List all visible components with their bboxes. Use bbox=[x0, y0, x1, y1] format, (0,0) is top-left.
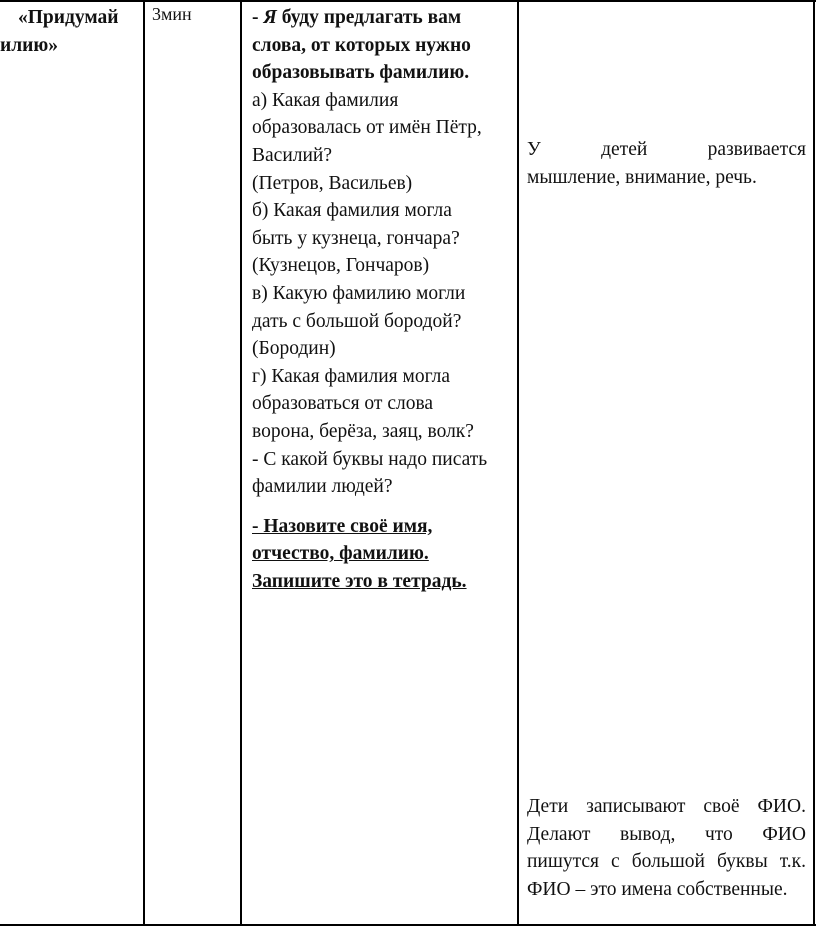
question-line: (Кузнецов, Гончаров) bbox=[252, 255, 430, 277]
intro-dash: - bbox=[252, 7, 264, 28]
result-word: вывод, bbox=[620, 823, 676, 845]
result-word: развивается bbox=[707, 139, 806, 160]
stage-title-line-1: «Придумай bbox=[18, 7, 119, 28]
result2-line-1 bbox=[527, 793, 806, 821]
result-word: своё bbox=[703, 796, 740, 817]
result-word: ФИО. bbox=[757, 796, 806, 817]
task-line: - Назовите своё имя, bbox=[252, 515, 433, 537]
table-border-top bbox=[0, 0, 816, 2]
table-border-bottom bbox=[0, 924, 816, 926]
question-line: б) Какая фамилия могла bbox=[252, 200, 452, 222]
column-divider-3 bbox=[517, 0, 519, 926]
stage-title-cell bbox=[0, 4, 140, 59]
question-line: дать с большой бородой? bbox=[252, 310, 462, 332]
intro-line-3: образовывать фамилию. bbox=[252, 62, 470, 84]
column-divider-1 bbox=[143, 0, 145, 926]
result-word: детей bbox=[601, 139, 648, 160]
intro-rest: буду предлагать вам bbox=[276, 7, 462, 28]
result2-line-4: ФИО – это имена собственные. bbox=[527, 878, 788, 900]
question-line: Василий? bbox=[252, 144, 333, 166]
question-line: в) Какую фамилию могли bbox=[252, 282, 466, 304]
result-word: Делают bbox=[527, 823, 591, 845]
result1-line-2: мышление, внимание, речь. bbox=[527, 166, 757, 188]
result1-line-1 bbox=[527, 136, 806, 164]
teacher-activity-cell bbox=[252, 4, 514, 595]
result2-line-3 bbox=[527, 848, 806, 876]
question-line: фамилии людей? bbox=[252, 476, 393, 498]
intro-line-2: слова, от которых нужно bbox=[252, 34, 471, 56]
result-word: У bbox=[527, 139, 541, 160]
intro-word-italic: Я bbox=[263, 7, 277, 28]
result-word: что bbox=[704, 823, 733, 845]
result-word: т.к. bbox=[779, 851, 806, 873]
question-line: ворона, берёза, заяц, волк? bbox=[252, 420, 474, 442]
result-word: ФИО bbox=[762, 823, 806, 845]
question-line: быть у кузнеца, гончара? bbox=[252, 227, 460, 249]
question-line: (Петров, Васильев) bbox=[252, 172, 413, 194]
result-development-block bbox=[527, 136, 806, 191]
time-cell bbox=[152, 1, 237, 29]
question-line: (Бородин) bbox=[252, 338, 336, 360]
result-word: буквы bbox=[716, 851, 768, 873]
question-line: образовалась от имён Пётр, bbox=[252, 117, 482, 139]
time-value: 3мин bbox=[152, 4, 192, 24]
result-word: пишутся bbox=[527, 851, 600, 873]
result-fio-block bbox=[527, 793, 806, 903]
result-word: записывают bbox=[586, 796, 686, 817]
question-line: а) Какая фамилия bbox=[252, 89, 399, 111]
question-line: г) Какая фамилия могла bbox=[252, 365, 451, 387]
intro-line-1 bbox=[252, 4, 514, 32]
task-line: Запишите это в тетрадь. bbox=[252, 570, 467, 592]
result2-line-2 bbox=[527, 821, 806, 849]
task-line: отчество, фамилию. bbox=[252, 543, 429, 565]
result-word: большой bbox=[631, 851, 705, 873]
question-line: - С какой буквы надо писать bbox=[252, 448, 488, 470]
result-word: Дети bbox=[527, 796, 569, 817]
stage-title-line-2: илию» bbox=[0, 34, 59, 56]
table-border-right bbox=[813, 0, 815, 926]
column-divider-2 bbox=[240, 0, 242, 926]
result-word: с bbox=[611, 851, 620, 873]
question-line: образоваться от слова bbox=[252, 393, 434, 415]
